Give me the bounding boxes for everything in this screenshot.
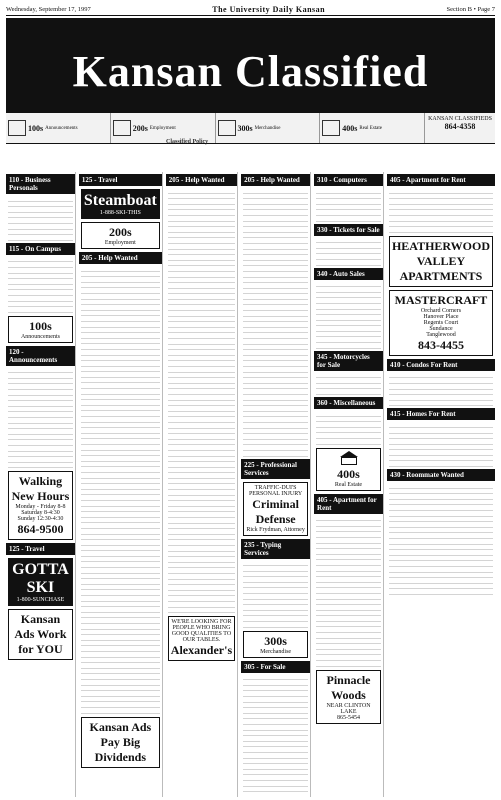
category-icon — [113, 120, 131, 136]
section-heading: 110 - Business Personals — [6, 174, 75, 194]
column-3 — [166, 172, 238, 797]
section-heading: 415 - Homes For Rent — [387, 408, 495, 420]
section-heading: 125 - Travel — [6, 543, 75, 555]
kansan-ads-promo: Kansan Ads Work for YOU — [8, 609, 73, 660]
ad-text-block — [314, 373, 383, 395]
column-4 — [241, 172, 311, 797]
section-heading: 115 - On Campus — [6, 243, 75, 255]
section-heading: 340 - Auto Sales — [314, 268, 383, 280]
section-heading: 205 - Help Wanted — [166, 174, 237, 186]
column-5 — [314, 172, 384, 797]
section-heading: 120 - Announcements — [6, 346, 75, 366]
section-heading: 225 - Professional Services — [241, 459, 310, 479]
ad-text-block — [241, 188, 310, 457]
category-icon — [322, 120, 340, 136]
announcements-banner: 100s Announcements — [8, 316, 73, 343]
kansan-ads-dividends: Kansan Ads Pay Big Dividends — [81, 717, 160, 768]
column-1 — [6, 172, 76, 797]
column-6 — [387, 172, 495, 797]
section-heading: 360 - Miscellaneous — [314, 397, 383, 409]
employment-banner: 200s Employment — [81, 222, 160, 249]
ad-text-block — [387, 188, 495, 233]
category-100s: 100s Announcements — [6, 113, 111, 143]
pinnacle-woods-ad: Pinnacle Woods NEAR CLINTON LAKE 865-5454 — [316, 670, 381, 724]
gotta-ski-ad: GOTTA SKI 1-800-SUNCHASE — [8, 558, 73, 606]
ad-text-block — [6, 196, 75, 241]
section-heading: 125 - Travel — [79, 174, 162, 186]
ad-text-block — [6, 368, 75, 469]
masthead — [6, 18, 495, 113]
ad-text-block — [387, 373, 495, 407]
mastercraft-ad: MASTERCRAFT Orchard Corners Hanover Place Regents Court Sundance Tanglewood 843-4455 — [389, 290, 493, 356]
classified-columns — [6, 172, 495, 797]
real-estate-banner: 400s Real Estate — [316, 448, 381, 491]
ad-text-block — [314, 238, 383, 266]
ad-text-block — [241, 675, 310, 792]
category-300s: 300s Merchandise — [216, 113, 321, 143]
house-icon — [340, 451, 358, 465]
walking-ad: Walking New Hours Monday - Friday 8-8 Saturday 8-4:30 Sunday 12:30-4:30 864-9500 — [8, 471, 73, 540]
ad-text-block — [241, 561, 310, 628]
ad-text-block — [314, 516, 383, 667]
section-heading: 310 - Computers — [314, 174, 383, 186]
section-heading: 405 - Apartment for Rent — [314, 494, 383, 514]
paper-name: The University Daily Kansan — [212, 4, 326, 14]
section-heading: 410 - Condos For Rent — [387, 359, 495, 371]
ad-text-block — [314, 411, 383, 445]
section-heading: 205 - Help Wanted — [79, 252, 162, 264]
ad-text-block — [166, 188, 237, 613]
ad-text-block — [314, 188, 383, 222]
policy-heading: Classified Policy — [166, 139, 209, 145]
running-header — [6, 3, 495, 16]
section-heading: 430 - Roommate Wanted — [387, 469, 495, 481]
ad-text-block — [79, 266, 162, 714]
merchandise-banner: 300s Merchandise — [243, 631, 308, 658]
section-heading: 205 - Help Wanted — [241, 174, 310, 186]
page-number: Section B • Page 7 — [446, 5, 495, 13]
ad-text-block — [387, 422, 495, 467]
classified-phone: KANSAN CLASSIFIEDS 864-4358 — [428, 116, 492, 131]
category-icon — [218, 120, 236, 136]
category-200s: 200s Employment — [111, 113, 216, 143]
category-400s: 400s Real Estate — [320, 113, 425, 143]
column-2 — [79, 172, 163, 797]
heatherwood-ad: HEATHERWOOD VALLEY APARTMENTS — [389, 236, 493, 287]
section-heading: 305 - For Sale — [241, 661, 310, 673]
category-bar — [6, 113, 495, 144]
quality-ad: WE'RE LOOKING FOR PEOPLE WHO BRING GOOD QUALITIES TO OUR TABLES. Alexander's — [168, 616, 235, 661]
ad-text-block — [387, 483, 495, 595]
page-title: Kansan Classified — [72, 47, 429, 96]
date: Wednesday, September 17, 1997 — [6, 5, 91, 13]
classified-policy — [6, 139, 495, 170]
section-heading: 330 - Tickets for Sale — [314, 224, 383, 236]
category-icon — [8, 120, 26, 136]
section-heading: 345 - Motorcycles for Sale — [314, 351, 383, 371]
section-heading: 235 - Typing Services — [241, 539, 310, 559]
ad-text-block — [6, 257, 75, 313]
ad-text-block — [314, 282, 383, 349]
attorney-ad: TRAFFIC-DUI'S PERSONAL INJURY Criminal Defense Rick Frydman, Attorney — [243, 482, 308, 536]
section-heading: 405 - Apartment for Rent — [387, 174, 495, 186]
steamboat-ad: Steamboat 1-888-SKI-THIS — [81, 189, 160, 219]
